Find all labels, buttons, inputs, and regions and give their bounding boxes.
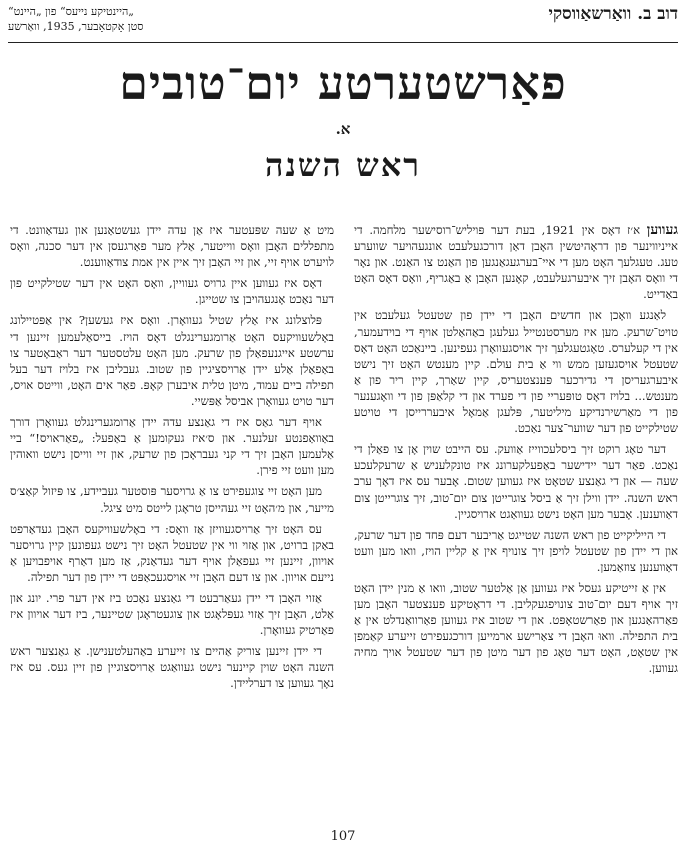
paragraph: די הייליקייט פון ראש השנה שטייגט אַריבער דעם פּחד פון דער שרעק, און די יידן פון שטעטל לויפן זיך צונויף אין אַ קליין הויז, וואו מען וועט דאַווענען צוזאַמען. [354, 527, 678, 574]
paragraph: לאַנגע וואָכן און חדשים האָבן די יידן פון שטעטל געלעבט אין טויט־שרעק. מען איז מערסטנטייל געלעגן באַהאַלטן אויף די בוידעמער, אין די קעלערס. טאָגטעגלעך זיך אויסגעוואָרן געפינען. ביינאַכט האָט דאָס שטעטל אויסגעזען ממש ווי אַ בית עולם. קיין מענטש האָט זיך נישט איבערגעריסן די גדירכער פּענצטעריס, קיין שאַרך, קיין ריר פון אַ מענטש... בלויז דאָס טופּעריי פון די פערד און די קלאַפּן פון די וואָגענער פון די מאַרשירנדיקע מיליטער, פּלעגן אַמאָל איבעררייסן די טויטע שטילקייט פון דער שווער־צער נאַכט. [354, 308, 678, 436]
article-title: פאַרשטערטע יום־טובים [119, 56, 567, 110]
section-subtitle: ראש השנה [265, 146, 421, 184]
left-text-column [10, 222, 334, 830]
paragraph: דער טאָג רוקט זיך ביסלעכווייז אַוועק. עס הייבט שוין אָן צו פאַלן די נאַכט. פאַר דער יידישער באַפעלקערונג איז טונקלעניש אַ שרעקלעכע שעה — און די גאַנצע שטאָט איז געווען שטום. אָבער עס איז דאָך ערב ראש השנה. יידן ווילן זיך אַ ביסל צוגרייטן צום יום־טוב, זיך צוגרייטן צום דאַווענען. אָבער מען האָט נישט געוואַגט ארויסגיין. [354, 442, 678, 521]
paragraph: מיט אַ שעה שפּעטער איז אַן עדה יידן געשטאַנען און געדאַוונט. די מתפללים האָבן וואָס ווייטער, אַלץ מער פאַרגעסן אין דער סכנה, וואָס לויערט אויף זיי, און זיי האָבן זיך איין אין אמת צודאַווענט. [10, 223, 334, 270]
paragraph: עס האָט זיך אַרויסגעוויזן אַז וואָס: די באָלשעוויקעס האָבן געדאַרפט באַקן ברויט, און אַזוי ווי אין שטעטל האָט זיך נישט געפונען קיין גרויסער אויוון, זיינען זיי געפאַלן אויף דער געדאַנק, אַז מען דאַרף אויפבויען אַ נייעם אויוון. און צו דעם האָבן זיי אויסגעכאַפּט די יידן פון דער תפילה. [10, 521, 334, 584]
author-name: דוב ב. וואַרשאַווסקי [548, 4, 678, 24]
paragraph: די יידן זיינען צוריק אַהיים צו זייערע באַהעלטענישן. אַ גאַנצער ראש השנה האָט שוין קיינער נישט געוואַגט אַרויסצוגיין פון זיין געס. עס איז נאָך געווען צו דערליידן. [10, 644, 334, 691]
paragraph: אויף דער גאַס איז די גאַנצע עדה יידן אַרומגערינגלט געוואָרן דורך באַוואַפנטע זעלנער. און ס׳איז געקומען אַ באַפעל: „פאַראויס!“ ביי אַלעמען האָבן זיך די קני געבראָכן פון שרעק, און זיי ווייסן נישט וואוהין מען וועט זיי פירן. [10, 415, 334, 478]
right-text-column [354, 222, 678, 830]
paragraph: אַזוי האָבן די יידן געאַרבעט די גאַנצע נאַכט ביז אין דער פרי. יונג און אַלט, האָבן זיך אַזוי געפּלאָגט און צוגעטראָגן שטיינער, ביז דער אויוון איז פאַרטיק געוואָרן. [10, 590, 334, 638]
paragraph: אין אַ זייטיקע געסל איז געווען אַן אַלטער שטוב, וואו אַ מנין יידן האָט זיך אויף דעם יום־טוב צונויפגעקליבן. די דראָטיקע פענצטער האָבן מען פאַרהאַנגען און פאַרשטאָפּט. און די שטוב איז געווען פאַרוואַנדלט אין אַ בית התפילה. וואוּ האָבן די צאַרישע ארמייען דורכגעפירט זייערע קאַמפן אין שטאָט, האָט דער טאָג פון דער מיטן פון דער שטעטל אויך מחיה געווען. [354, 580, 678, 676]
source-line-1: „היינטיקע נייעס“ פון „היינט“ [8, 5, 134, 18]
section-number: א. [335, 120, 351, 138]
source-line-2: סטן אָקטאָבער, 1935, וואַרשע [8, 20, 144, 33]
paragraph: פּלוצלונג איז אַלץ שטיל געוואָרן. וואָס איז געשען? אין אַפּטיילונג באָלשעוויקעס האָט אַרומגערינגלט דאָס הויז. בייסאַלעמען זיינען די ערשטע אייגנעפאַלן פון שרעק. מען האָט עלטסטער דער ראַבאָטער צו באַפאַלן אַלע יידן אַרויסציגיין פון שטוב. געבליבן איז בלויז דער בעל תפילה ביים עמוד, מיטן טלית איבערן קאָפּ. פאַר אים האָט, ווייטס אויס, דער טויט געוואָרן אביסל אַפּשיי. [10, 313, 334, 408]
lead-word: געווען [646, 222, 678, 238]
paragraph: דאָס איז געווען איין גרויס געוויין, וואָס האָט אין דער שטילקייט פון דער נאַכט אָנגעהויבן צו שטייגן. [10, 276, 334, 307]
paragraph-text: א׳ז דאָס אין 1921, בעת דער פּויליש־רוסישער מלחמה. די אייניווינער פון דראָהיטשין האָבן דאַן דורכגעלעבט אונגעהויער שווערע טעג. טעגלעך האָט מען די איי־בערגעגאַנגען פון האַנט צו האַנט. און נאָר די וואָס האָבן זיך איבערגעלעבט, קאָנען האָבן אַ באַגריף, וואָס דאָס האָט באַדייט. [354, 223, 678, 302]
paragraph: מען האָט זיי צוגעפירט צו אַ גרויסער פּוסטער געביידע, צו פּיזול קאַצ׳ס מייער, און מ׳האָט זיי געהייסן טראָגן לייטס מיט ציגל. [10, 484, 334, 515]
source-citation [8, 4, 144, 34]
paragraph [354, 222, 678, 302]
page-number: 107 [330, 829, 356, 844]
header-divider [8, 42, 678, 43]
